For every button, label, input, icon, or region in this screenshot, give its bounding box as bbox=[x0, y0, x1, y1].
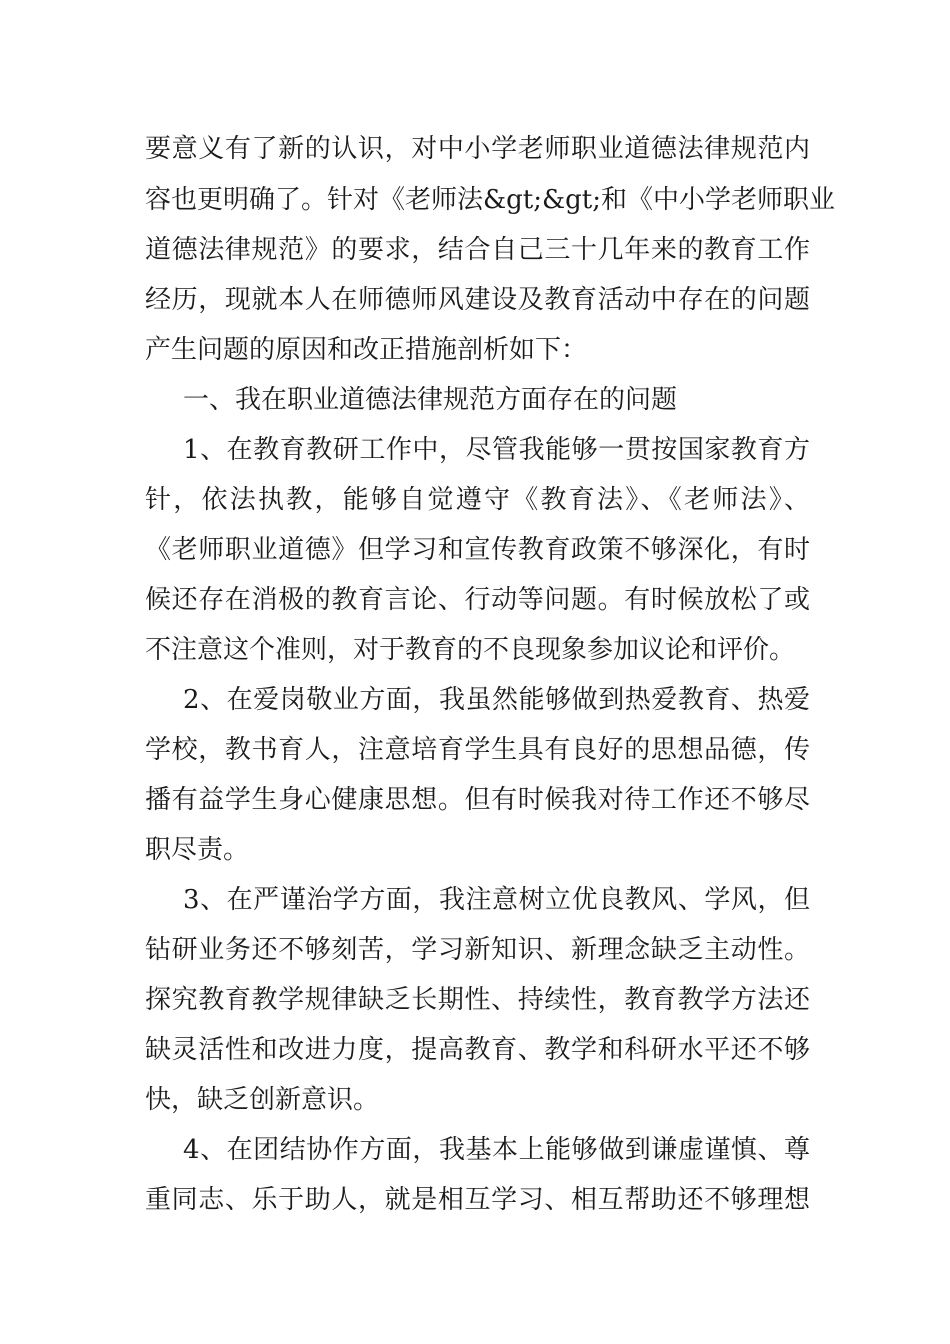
text-line: 经历，现就本人在师德师风建设及教育活动中存在的问题 bbox=[145, 285, 810, 315]
text-line: 要意义有了新的认识，对中小学老师职业道德法律规范内 bbox=[145, 134, 810, 164]
text-line: 3、在严谨治学方面，我注意树立优良教风、学风，但 bbox=[183, 885, 810, 915]
text-line: 候还存在消极的教育言论、行动等问题。有时候放松了或 bbox=[145, 585, 810, 615]
text-line: 钻研业务还不够刻苦，学习新知识、新理念缺乏主动性。 bbox=[145, 935, 810, 965]
text-line: 《老师职业道德》但学习和宣传教育政策不够深化，有时 bbox=[145, 535, 810, 565]
text-line: 快，缺乏创新意识。 bbox=[145, 1085, 380, 1115]
text-line: 探究教育教学规律缺乏长期性、持续性，教育教学方法还 bbox=[145, 985, 810, 1015]
text-line: 学校，教书育人，注意培育学生具有良好的思想品德，传 bbox=[145, 735, 810, 765]
text-line: 4、在团结协作方面，我基本上能够做到谦虚谨慎、尊 bbox=[183, 1135, 810, 1165]
text-line: 容也更明确了。针对《老师法&gt;&gt;和《中小学老师职业 bbox=[145, 185, 835, 215]
text-line: 2、在爱岗敬业方面，我虽然能够做到热爱教育、热爱 bbox=[183, 685, 810, 715]
text-line: 1、在教育教研工作中，尽管我能够一贯按国家教育方 bbox=[183, 435, 810, 465]
section-heading: 一、我在职业道德法律规范方面存在的问题 bbox=[183, 385, 678, 415]
text-line: 针，依法执教，能够自觉遵守《教育法》、《老师法》、 bbox=[145, 485, 810, 515]
text-line: 播有益学生身心健康思想。但有时候我对待工作还不够尽 bbox=[145, 785, 810, 815]
text-line: 产生问题的原因和改正措施剖析如下： bbox=[145, 335, 588, 365]
text-line: 缺灵活性和改进力度，提高教育、教学和科研水平还不够 bbox=[145, 1035, 810, 1065]
text-line: 不注意这个准则，对于教育的不良现象参加议论和评价。 bbox=[145, 635, 796, 665]
text-line: 道德法律规范》的要求，结合自己三十几年来的教育工作 bbox=[145, 235, 810, 265]
text-line: 重同志、乐于助人，就是相互学习、相互帮助还不够理想 bbox=[145, 1185, 810, 1215]
text-line: 职尽责。 bbox=[145, 835, 250, 865]
